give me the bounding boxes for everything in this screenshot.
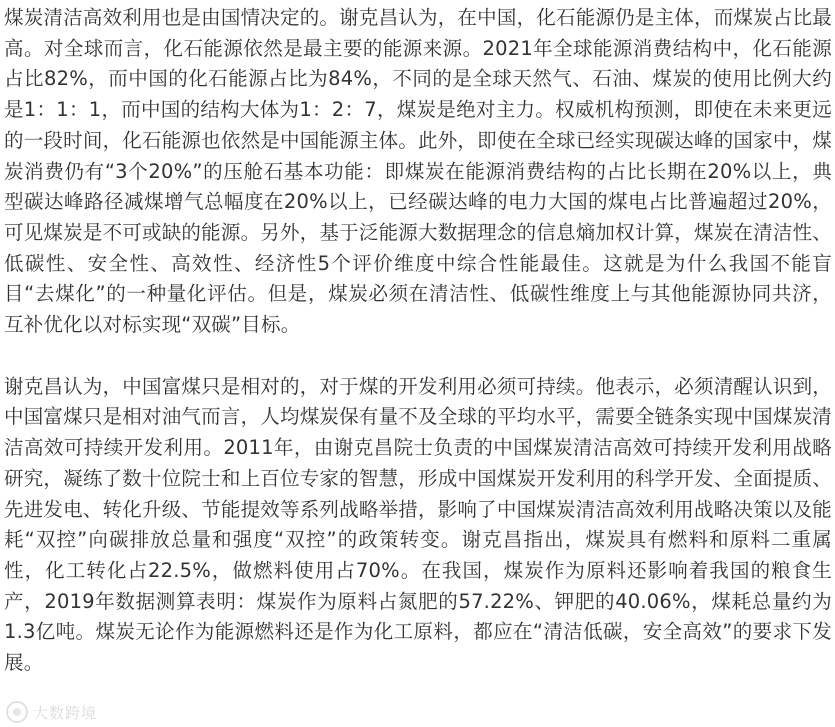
watermark — [6, 700, 97, 724]
brand-logo-icon — [6, 701, 28, 723]
article-body — [4, 0, 832, 679]
paragraph-1: 煤炭清洁高效利用也是由国情决定的。谢克昌认为，在中国，化石能源仍是主体，而煤炭占比最高。对全球而言，化石能源依然是最主要的能源来源。2021年全球能源消费结构中，化石能源占比82%，而中国的化石能源占比为84%，不同的是全球天然气、石油、煤炭的使用比例大约是1：1：1，而中国的结构大体为1：2：7，煤炭是绝对主力。权威机构预测，即使在未来更远的一段时间，化石能源也依然是中国能源主体。此外，即使在全球已经实现碳达峰的国家中，煤炭消费仍有“3个20%”的压舱石基本功能：即煤炭在能源消费结构的占比长期在20%以上，典型碳达峰路径减煤增气总幅度在20%以上，已经碳达峰的电力大国的煤电占比普遍超过20%，可见煤炭是不可或缺的能源。另外，基于泛能源大数据理念的信息熵加权计算，煤炭在清洁性、低碳性、安全性、高效性、经济性5个评价维度中综合性能最佳。这就是为什么我国不能盲目“去煤化”的一种量化评估。但是，煤炭必须在清洁性、低碳性维度上与其他能源协同共济，互补优化以对标实现“双碳”目标。 — [4, 6, 832, 337]
watermark-text: 大数跨境 — [33, 703, 98, 722]
paragraph-2: 谢克昌认为，中国富煤只是相对的，对于煤的开发利用必须可持续。他表示，必须清醒认识到，中国富煤只是相对油气而言，人均煤炭保有量不及全球的平均水平，需要全链条实现中国煤炭清洁高效可持续开发利用。2011年，由谢克昌院士负责的中国煤炭清洁高效可持续开发利用战略研究，凝练了数十位院士和上百位专家的智慧，形成中国煤炭开发利用的科学开发、全面提质、先进发电、转化升级、节能提效等系列战略举措，影响了中国煤炭清洁高效利用战略决策以及能耗“双控”向碳排放总量和强度“双控”的政策转变。谢克昌指出，煤炭具有燃料和原料二重属性，化工转化占22.5%，做燃料使用占70%。在我国，煤炭作为原料还影响着我国的粮食生产，2019年数据测算表明：煤炭作为原料占氮肥的57.22%、钾肥的40.06%，煤耗总量约为1.3亿吨。煤炭无论作为能源燃料还是作为化工原料，都应在“清洁低碳，安全高效”的要求下发展。 — [4, 374, 832, 675]
